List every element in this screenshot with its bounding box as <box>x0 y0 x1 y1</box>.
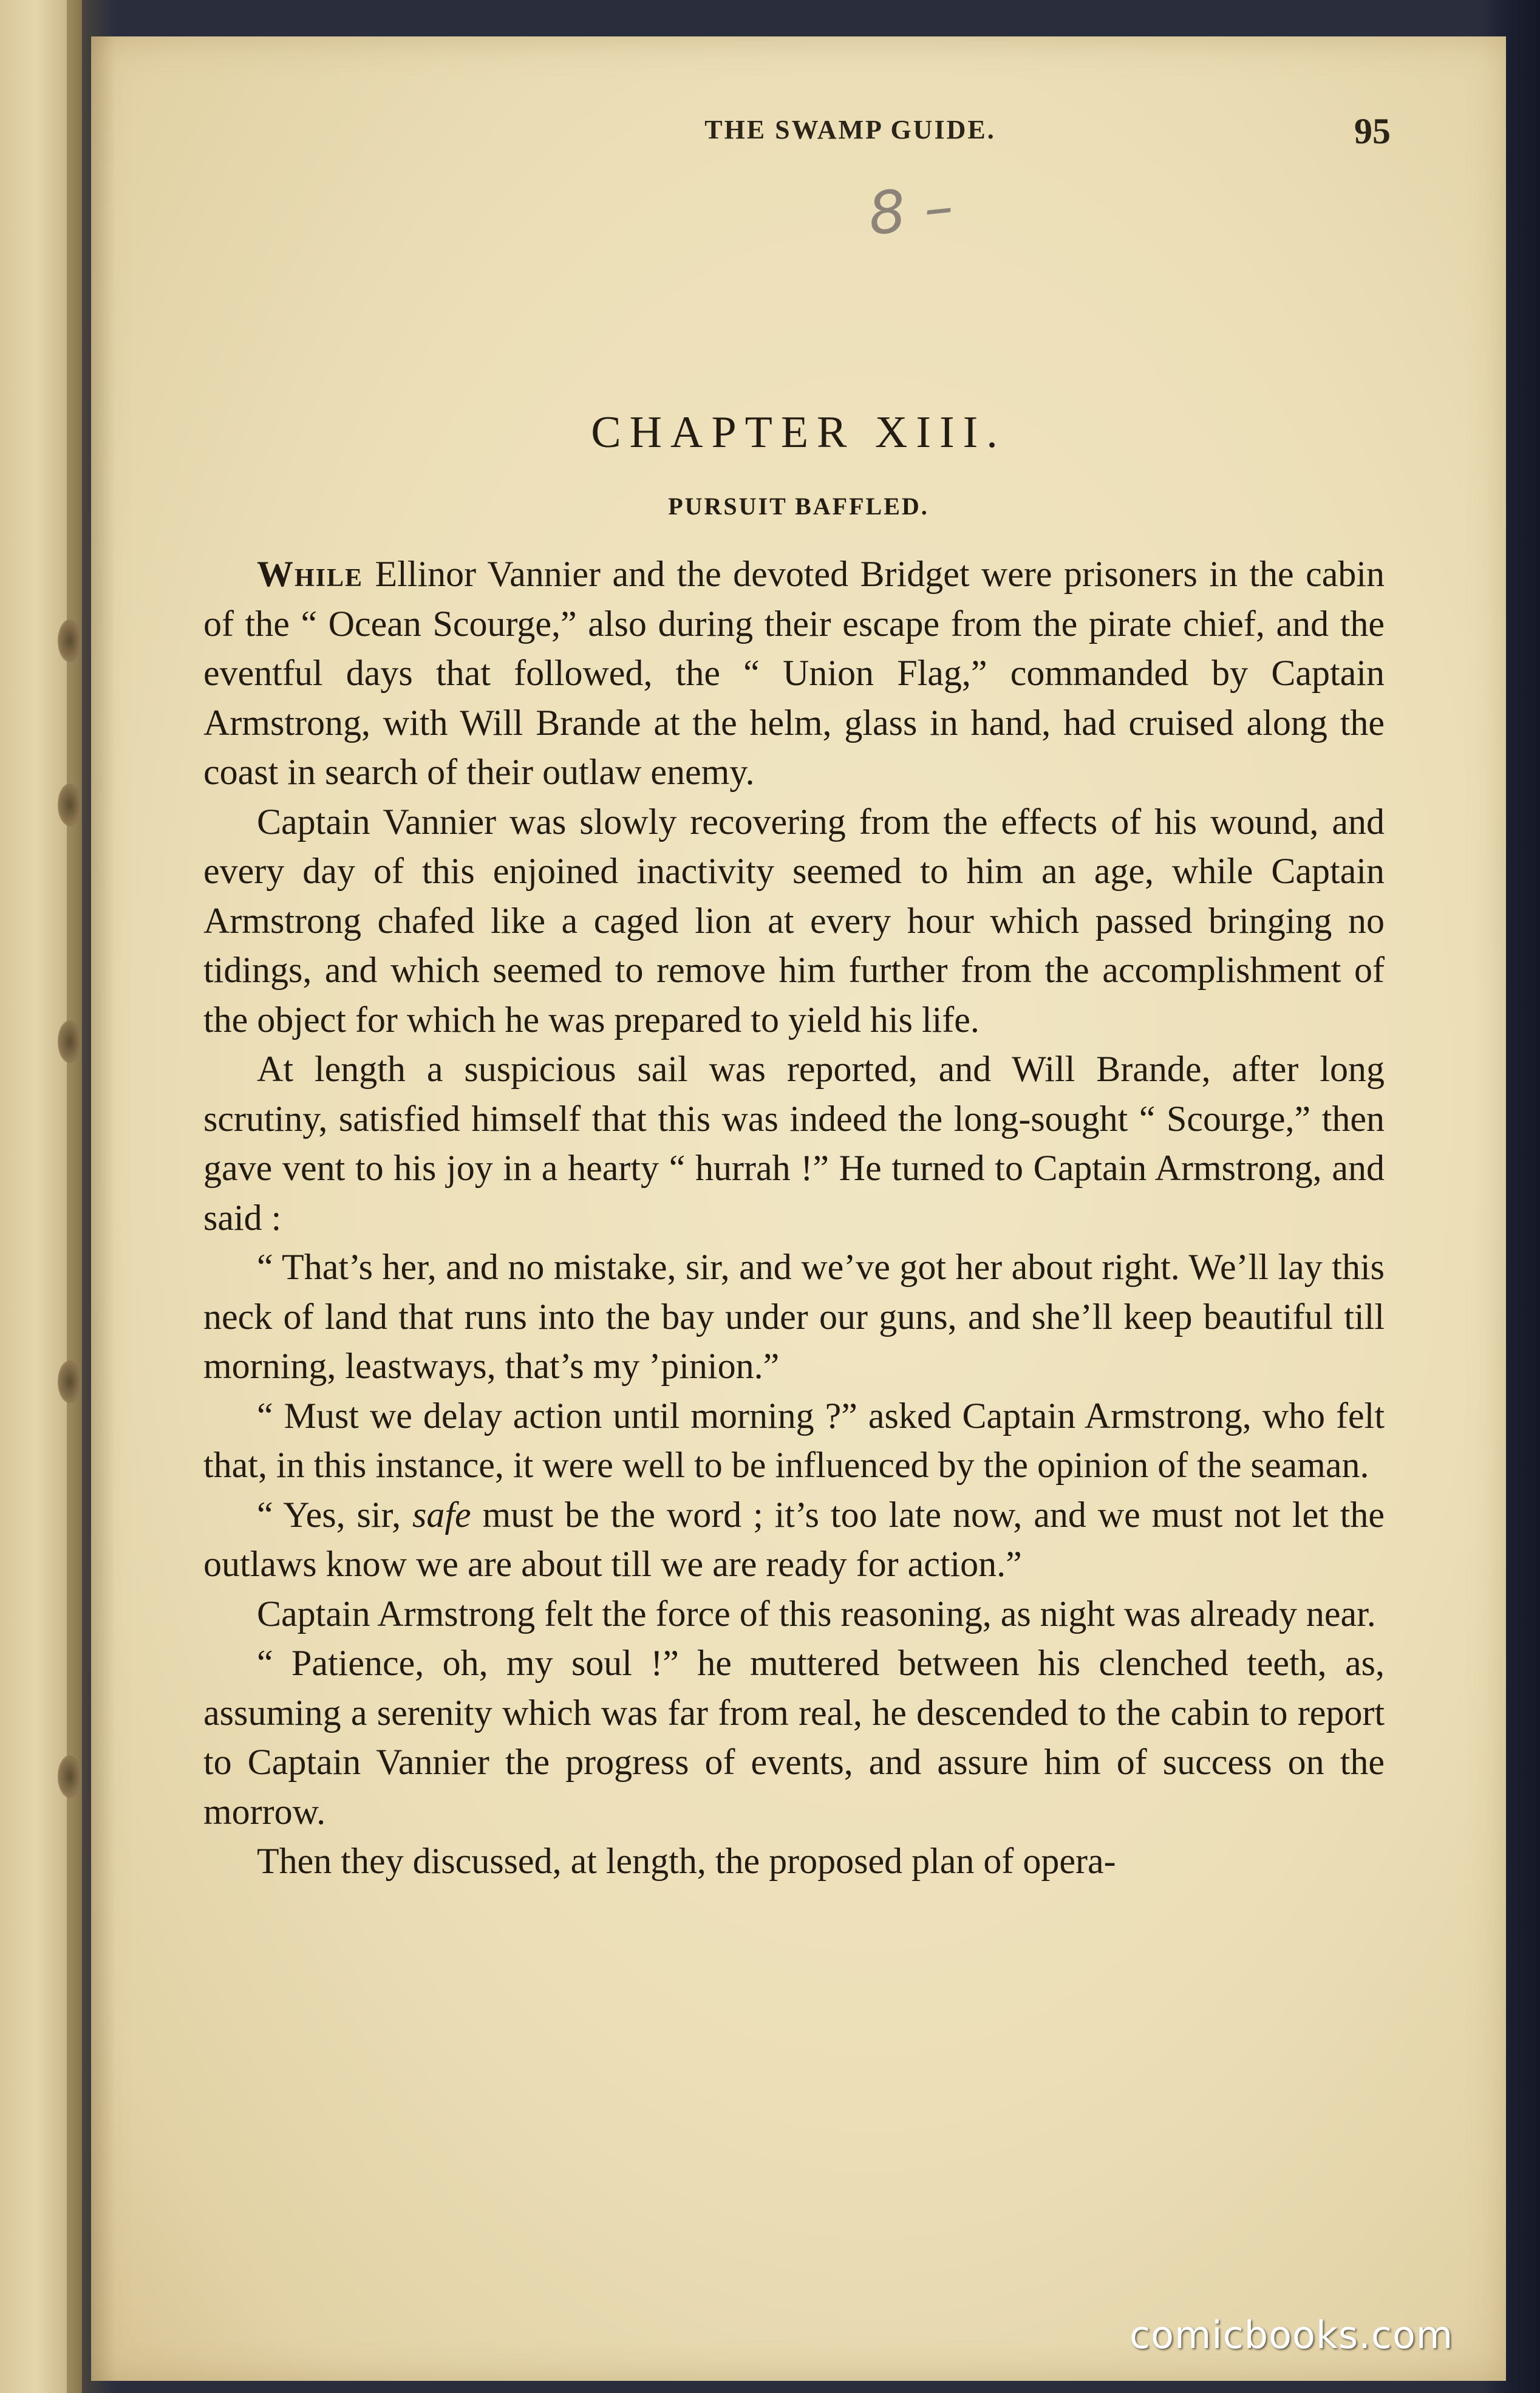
paragraph-text: Captain Armstrong felt the force of this reasoning, as night was already near. <box>257 1593 1376 1634</box>
emphasized-word: safe <box>412 1494 471 1535</box>
paragraph-text-pre: “ Yes, sir, <box>257 1494 412 1535</box>
paragraph-text: “ Must we delay action until morning ?” asked Captain Armstrong, who felt that, in this instance, it were well to be influenced by the opinion of the seaman. <box>203 1395 1385 1485</box>
paragraph <box>203 1589 1385 1639</box>
binding-hole <box>58 1360 82 1403</box>
paragraph <box>203 1490 1385 1589</box>
page-number: 95 <box>1354 111 1391 151</box>
running-head <box>91 111 1506 151</box>
body-text <box>203 550 1385 1886</box>
paragraph-text: Then they discussed, at length, the proposed plan of opera- <box>257 1841 1116 1881</box>
paragraph <box>203 1045 1385 1243</box>
paragraph-text: Ellinor Vannier and the devoted Bridget were prisoners in the cabin of the “ Ocean Scourge,” also during their escape from the pirate chief, and the eventful days that followed, the “ Union Flag,” commanded by Captain Armstrong, with Will Brande at the helm, glass in hand, had cruised along the coast in search of their outlaw enemy. <box>203 554 1385 792</box>
chapter-heading: CHAPTER XIII. <box>591 408 1006 457</box>
pencil-annotation: 8 – <box>865 172 957 248</box>
paragraph-text: “ Patience, oh, my soul !” he muttered between his clenched teeth, as, assuming a serenity which was far from real, he descended to the cabin to report to Captain Vannier the progress of events, and assure him of success on the morrow. <box>203 1643 1385 1832</box>
paragraph-text: Captain Vannier was slowly recovering from the effects of his wound, and every day of this enjoined inactivity seemed to him an age, while Captain Armstrong chafed like a caged lion at every hour which passed bringing no tidings, and which seemed to remove him further from the accomplishment of the object for which he was prepared to yield his life. <box>203 801 1385 1040</box>
paragraph <box>203 1391 1385 1490</box>
running-title: THE SWAMP GUIDE. <box>704 115 996 145</box>
binding-hole <box>58 783 82 826</box>
paragraph <box>203 550 1385 797</box>
paragraph <box>203 1639 1385 1837</box>
paragraph <box>203 797 1385 1045</box>
paragraph-text: At length a suspicious sail was reported, and Will Brande, after long scrutiny, satisfied himself that this was indeed the long-sought “ Scourge,” then gave vent to his joy in a hearty “ hurrah !” He turned to Captain Armstrong, and said : <box>203 1049 1385 1238</box>
site-watermark: comicbooks.com <box>1129 2313 1454 2357</box>
binding-hole <box>58 620 82 662</box>
gutter-shadow <box>67 0 115 2393</box>
paragraph-text: “ That’s her, and no mistake, sir, and we’ve got her about right. We’ll lay this neck of land that runs into the bay under our guns, and she’ll keep beautiful till morning, leastways, that’s my ’pinion.” <box>203 1247 1385 1386</box>
binding-hole <box>58 1755 82 1798</box>
paragraph <box>203 1243 1385 1391</box>
paragraph-text: must be the word ; it’s too late now, and we must not let the outlaws know we are about till we are ready for action.” <box>203 1494 1385 1584</box>
binding-hole <box>58 1020 82 1063</box>
paragraph <box>203 1837 1385 1886</box>
drop-lead-word: While <box>257 554 364 594</box>
chapter-subtitle: PURSUIT BAFFLED. <box>668 493 929 520</box>
